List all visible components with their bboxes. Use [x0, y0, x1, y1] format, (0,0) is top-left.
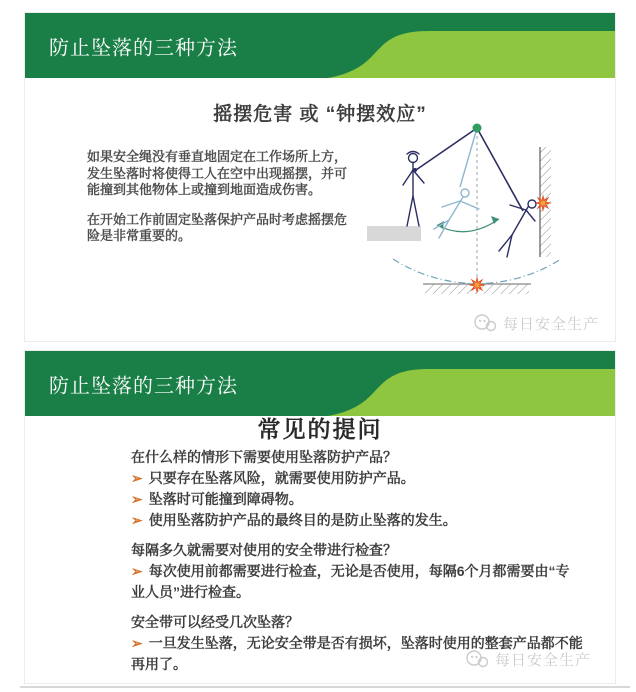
- answer: [131, 489, 583, 510]
- watermark-text: 每日安全生产: [502, 315, 599, 333]
- impact-star-ground: [468, 276, 486, 294]
- watermark: [464, 648, 591, 670]
- answer-text: 坠落时可能撞到障碍物。: [148, 491, 303, 507]
- platform: [367, 226, 421, 241]
- watermark-logo-icon: [464, 648, 490, 670]
- slide-1-header-title: 防止坠落的三种方法: [49, 37, 238, 59]
- slide-1: [24, 12, 616, 342]
- question: 安全带可以经受几次坠落？: [131, 614, 299, 630]
- bullet-arrow-icon: ➢: [131, 470, 143, 486]
- rope-to-impact-worker: [477, 128, 523, 211]
- answer: [131, 510, 583, 531]
- watermark-logo-icon: [472, 312, 498, 334]
- watermark-text: 每日安全生产: [494, 651, 591, 669]
- watermark: [472, 312, 599, 334]
- slide-2: [24, 350, 616, 684]
- bullet-arrow-icon: ➢: [131, 635, 143, 651]
- impact-star-wall: [534, 194, 552, 212]
- answer-text: 每次使用前都需要进行检查，无论是否使用，每隔6个月都需要由“专业人员”进行检查。: [131, 563, 570, 600]
- answer: [131, 468, 583, 489]
- answer-text: 一旦发生坠落，无论安全带是否有损坏，坠落时使用的整套产品都不能再用了。: [131, 635, 583, 672]
- rope-to-standing-worker: [416, 128, 477, 170]
- bullet-arrow-icon: ➢: [131, 563, 143, 579]
- question: 每隔多久就需要对使用的安全带进行检查？: [131, 542, 397, 558]
- standing-worker: [403, 152, 424, 227]
- pendulum-hazard-diagram: [339, 99, 611, 319]
- bullet-arrow-icon: ➢: [131, 512, 143, 528]
- qa-section-2: [131, 540, 583, 603]
- impact-worker: [499, 200, 536, 257]
- slide-1-body: [87, 149, 347, 258]
- answer: [131, 561, 583, 603]
- slide-2-title: 常见的提问: [257, 416, 383, 442]
- bullet-arrow-icon: ➢: [131, 491, 143, 507]
- answer-text: 只要存在坠落风险，就需要使用防护产品。: [148, 470, 415, 486]
- qa-section-1: [131, 447, 583, 531]
- answer-text: 使用坠落防护产品的最终目的是防止坠落的发生。: [148, 512, 457, 528]
- rope-to-swinging-worker: [460, 128, 477, 187]
- next-slide-top-edge: [20, 686, 630, 688]
- slide-1-title: 摇摆危害 或 “钟摆效应”: [213, 104, 427, 125]
- slide-1-paragraph-1: 如果安全绳没有垂直地固定在工作场所上方，发生坠落时将使得工人在空中出现摇摆，并可能撞到其他物体上或撞到地面造成伤害。: [87, 149, 348, 197]
- slide-2-header-title: 防止坠落的三种方法: [49, 375, 238, 397]
- slide-2-header-banner: [25, 351, 615, 416]
- anchor-point: [473, 124, 482, 133]
- slide-1-header-banner: [25, 13, 615, 78]
- question: 在什么样的情形下需要使用坠落防护产品？: [131, 449, 397, 465]
- slide-1-paragraph-2: 在开始工作前固定坠落保护产品时考虑摇摆危险是非常重要的。: [87, 211, 348, 243]
